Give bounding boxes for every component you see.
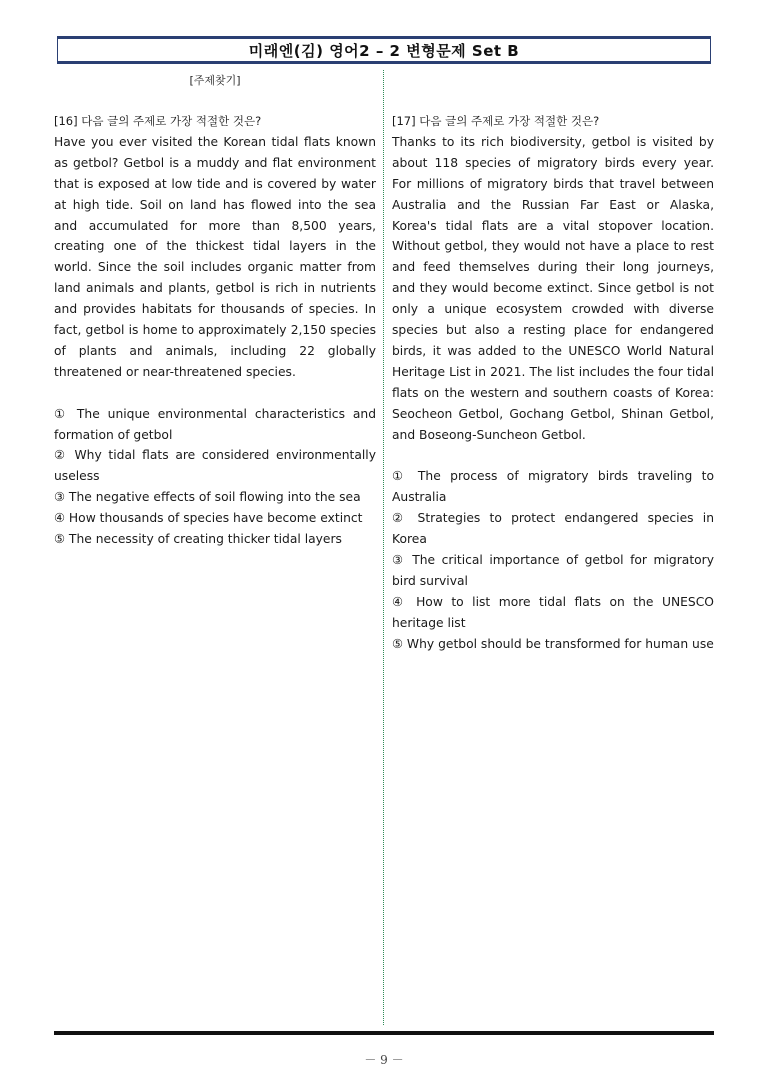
question-16-heading: [16] 다음 글의 주제로 가장 적절한 것은? — [54, 114, 262, 128]
title-box — [57, 36, 711, 64]
option-5: ⑤ Why getbol should be transformed for human use — [392, 636, 714, 651]
spacer — [54, 383, 376, 404]
option-4: ④ How to list more tidal flats on the UNESCO heritage list — [392, 594, 714, 630]
question-16-options — [54, 404, 376, 550]
spacer — [392, 446, 714, 467]
option-1: ① The process of migratory birds traveling to Australia — [392, 469, 714, 505]
page-number: － 9 － — [364, 1053, 404, 1067]
question-17-passage: Thanks to its rich biodiversity, getbol is visited by about 118 species of migratory birds every year. For millions of migratory birds that travel between Australia and the Russian Far East or Alaska, Korea's tidal flats are a vital stopover location. Without getbol, they would not have a place to rest and feed themselves during their long journeys, and they would become extinct. Since getbol is not only a unique ecosystem crowded with diverse species but also a resting place for endangered birds, it was added to the UNESCO World Natural Heritage List in 2021. The list includes the four tidal flats on the western and southern coasts of Korea: Seocheon Getbol, Gochang Getbol, Shinan Getbol, and Boseong-Suncheon Getbol. — [392, 134, 714, 442]
question-16-column — [54, 111, 376, 550]
option-2: ② Strategies to protect endangered species in Korea — [392, 511, 714, 547]
option-4: ④ How thousands of species have become extinct — [54, 511, 363, 526]
option-5: ⑤ The necessity of creating thicker tidal layers — [54, 532, 342, 547]
page-title: 미래엔(김) 영어2 – 2 변형문제 Set B — [248, 41, 520, 60]
option-2: ② Why tidal flats are considered environmentally useless — [54, 448, 376, 484]
column-divider — [383, 70, 384, 1025]
question-17-column — [392, 111, 714, 655]
question-16-passage: Have you ever visited the Korean tidal flats known as getbol? Getbol is a muddy and flat environment that is exposed at low tide and is covered by water at high tide. Soil on land has flowed into the sea and accumulated for more than 8,500 years, creating one of the thickest tidal layers in the world. Since the soil includes organic matter from land animals and plants, getbol is rich in nutrients and provides habitats for thousands of species. In fact, getbol is home to approximately 2,150 species of plants and animals, including 22 globally threatened or near-threatened species. — [54, 134, 376, 379]
option-1: ① The unique environmental characteristics and formation of getbol — [54, 406, 376, 442]
section-tag: [주제찾기] — [189, 74, 241, 87]
question-17-heading: [17] 다음 글의 주제로 가장 적절한 것은? — [392, 114, 600, 128]
question-17-options — [392, 466, 714, 654]
option-3: ③ The negative effects of soil flowing into the sea — [54, 490, 361, 505]
footer-rule — [54, 1031, 714, 1035]
option-3: ③ The critical importance of getbol for migratory bird survival — [392, 553, 714, 588]
